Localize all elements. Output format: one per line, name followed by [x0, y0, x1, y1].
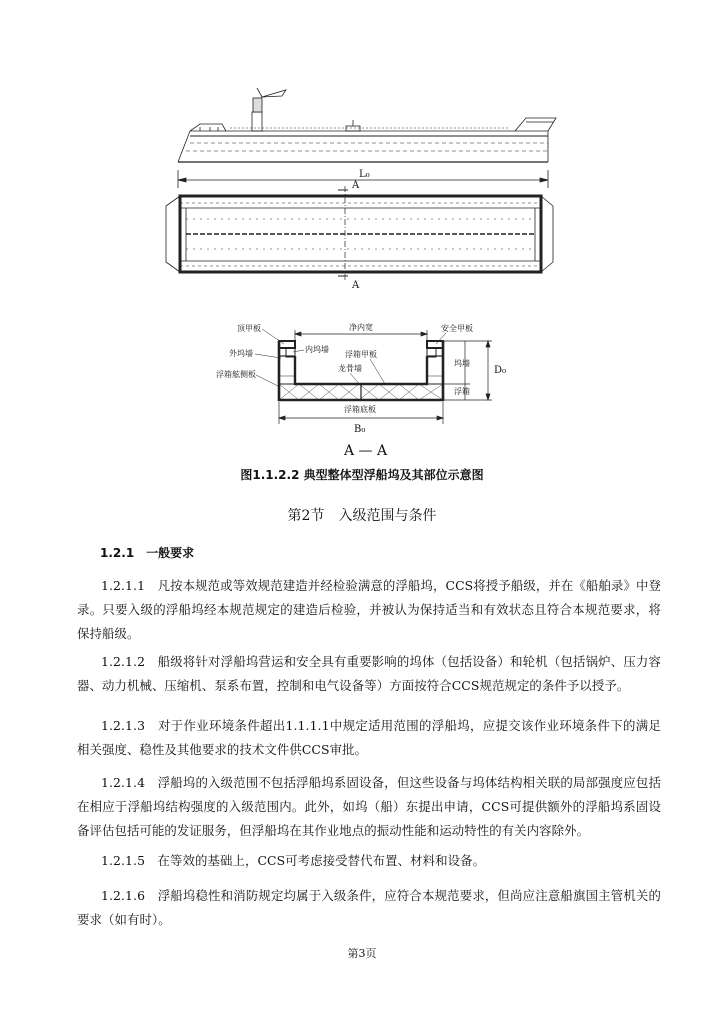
- keel-wall-label: 龙骨墙: [338, 364, 362, 373]
- figure-caption: 图1.1.2.2 典型整体型浮船坞及其部位示意图: [240, 468, 484, 482]
- paragraph-1-2-1-1: 1.2.1.1 凡按本规范或等效规范建造并经检验满意的浮船坞，CCS将授予船级，并在《船舶录》中登录。只要入级的浮船坞经本规范规定的建造后检验，并被认为保持适当和有效状态且符合本规范要求，将保持船级。: [77, 578, 661, 641]
- paragraph-1-2-1-4: 1.2.1.4 浮船坞的入级范围不包括浮船坞系固设备，但这些设备与坞体结构相关联的局部强度应包括在相应于浮船坞结构强度的入级范围内。此外，如坞（船）东提出申请，CCS可提供额外的浮船坞系固设备评估包括可能的发证服务，但浮船坞在其作业地点的振动性能和运动特性的有关内容除外。: [77, 775, 661, 838]
- page-number: 第3页: [347, 947, 377, 960]
- dock-figure: [0, 0, 724, 470]
- pontoon-side-label: 浮箱舷侧板: [216, 370, 256, 379]
- breadth-label: B₀: [354, 424, 366, 435]
- section-bottom-label: A: [352, 280, 360, 291]
- paragraph-1-2-1-6: 1.2.1.6 浮船坞稳性和消防规定均属于入级条件，应符合本规范要求，但尚应注意船旗国主管机关的要求（如有时）。: [77, 888, 661, 927]
- paragraph-1-2-1-3: 1.2.1.3 对于作业环境条件超出1.1.1.1中规定适用范围的浮船坞，应提交该作业环境条件下的满足相关强度、稳性及其他要求的技术文件供CCS审批。: [77, 718, 661, 757]
- safety-deck-label: 安全甲板: [441, 324, 473, 333]
- pontoon-label: 浮箱: [454, 387, 470, 396]
- side-elevation: [178, 88, 556, 162]
- wall-label: 坞墙: [454, 359, 470, 368]
- plan-view: [166, 186, 553, 280]
- paragraph-1-2-1-5: 1.2.1.5 在等效的基础上，CCS可考虑接受替代布置、材料和设备。: [101, 853, 486, 868]
- depth-label: D₀: [494, 365, 507, 376]
- pontoon-bottom-label: 浮箱底板: [344, 405, 376, 414]
- section-title: 第2节 入级范围与条件: [287, 508, 437, 524]
- top-deck-label: 顶甲板: [237, 324, 261, 333]
- outer-wall-label: 外坞墙: [229, 349, 253, 358]
- inner-wall-label: 内坞墙: [305, 345, 329, 354]
- length-label: L₀: [359, 169, 370, 180]
- section-name: A — A: [344, 443, 388, 459]
- clear-width-label: 净内宽: [349, 323, 373, 332]
- subsection-heading: 1.2.1 一般要求: [100, 546, 195, 560]
- paragraph-1-2-1-2: 1.2.1.2 船级将针对浮船坞营运和安全具有重要影响的坞体（包括设备）和轮机（包括锅炉、压力容器、动力机械、压缩机、泵系布置，控制和电气设备等）方面按符合CCS规范规定的条件予以授予。: [77, 654, 661, 693]
- section-top-label: A: [352, 180, 360, 191]
- pontoon-deck-label: 浮箱甲板: [345, 350, 377, 359]
